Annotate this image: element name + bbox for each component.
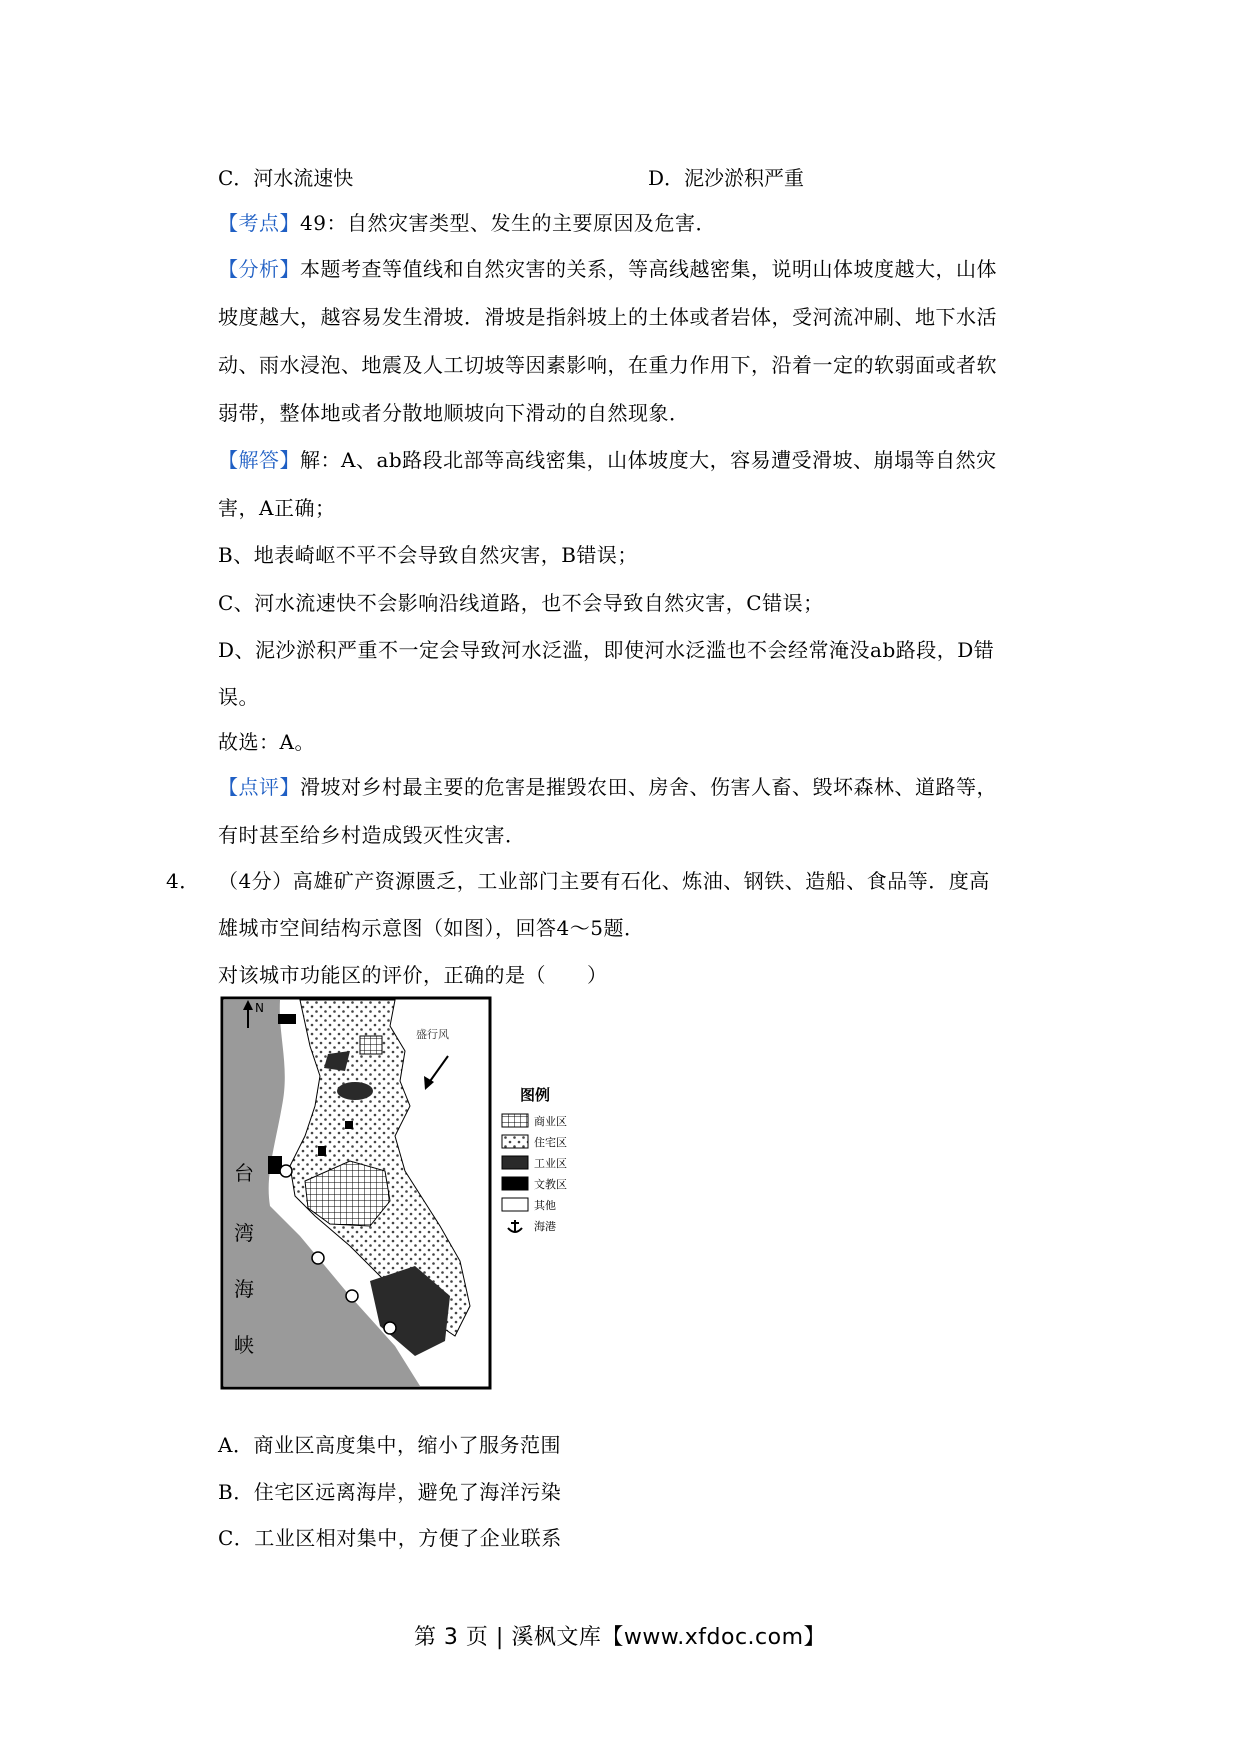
fenxi-line-1 (218, 254, 997, 284)
legend-residential: 住宅区 (534, 1136, 567, 1149)
fenxi-line-2: 坡度越大，越容易发生滑坡．滑坡是指斜坡上的土体或者岩体，受河流冲刷、地下水活 (218, 305, 997, 329)
option-d: D．泥沙淤积严重 (648, 166, 805, 190)
answer-c: C．工业区相对集中，方便了企业联系 (218, 1526, 562, 1550)
fenxi-tag: 【分析】 (218, 257, 300, 281)
q4-line-3: 对该城市功能区的评价，正确的是（ ） (218, 963, 608, 987)
jieda-line-1 (218, 445, 997, 475)
commercial-block (360, 1036, 382, 1054)
anchor-icon (508, 1220, 522, 1232)
fenxi-line-3: 动、雨水浸泡、地震及人工切坡等因素影响，在重力作用下，沿着一定的软弱面或者软 (218, 353, 997, 377)
legend-education: 文教区 (534, 1178, 567, 1191)
page-footer: 第 3 页 | 溪枫文库【www.xfdoc.com】 (413, 1625, 827, 1650)
dianping-text-1: 滑坡对乡村最主要的危害是摧毁农田、房舍、伤害人畜、毁坏森林、道路等， (300, 775, 997, 799)
kaohsiung-city-structure-map (220, 996, 590, 1396)
q4-number: 4． (166, 869, 200, 893)
answer-b: B．住宅区远离海岸，避免了海洋污染 (218, 1480, 562, 1504)
jieda-line-5: D、泥沙淤积严重不一定会导致河水泛滥，即使河水泛滥也不会经常淹没ab路段，D错 (218, 638, 995, 662)
q4-line-2: 雄城市空间结构示意图（如图），回答4～5题． (218, 916, 645, 940)
education-block-3 (318, 1146, 326, 1156)
legend-harbor: 海港 (534, 1220, 556, 1233)
fenxi-text-1: 本题考查等值线和自然灾害的关系，等高线越密集，说明山体坡度越大，山体 (300, 257, 997, 281)
industrial-area-top (337, 1082, 373, 1100)
jieda-line-2: 害，A正确； (218, 496, 336, 520)
legend-commercial: 商业区 (534, 1115, 567, 1128)
education-block-4 (345, 1121, 353, 1129)
legend-industrial: 工业区 (534, 1157, 567, 1170)
north-label: N (255, 1001, 264, 1015)
wind-label: 盛行风 (416, 1028, 449, 1041)
dianping-line-2: 有时甚至给乡村造成毁灭性灾害． (218, 823, 526, 847)
jieda-text-1: 解：A、ab路段北部等高线密集，山体坡度大，容易遭受滑坡、崩塌等自然灾 (300, 448, 997, 472)
fenxi-line-4: 弱带，整体地或者分散地顺坡向下滑动的自然现象． (218, 401, 690, 425)
legend-other: 其他 (534, 1199, 556, 1212)
q4-text-1: （4分）高雄矿产资源匮乏，工业部门主要有石化、炼油、钢铁、造船、食品等．度高 (218, 869, 990, 893)
strait-char-3: 海 (234, 1277, 254, 1301)
option-c: C．河水流速快 (218, 166, 354, 190)
dianping-line-1 (218, 772, 997, 802)
strait-char-4: 峡 (234, 1333, 254, 1357)
jieda-line-4: C、河水流速快不会影响沿线道路，也不会导致自然灾害，C错误； (218, 591, 824, 615)
kaodian-line (218, 208, 716, 238)
dianping-tag: 【点评】 (218, 775, 300, 799)
jieda-line-3: B、地表崎岖不平不会导致自然灾害，B错误； (218, 543, 638, 567)
strait-char-1: 台 (234, 1161, 254, 1185)
education-block-1 (278, 1014, 296, 1024)
strait-char-2: 湾 (234, 1221, 254, 1245)
answer-a: A．商业区高度集中，缩小了服务范围 (218, 1433, 561, 1457)
kaodian-text: 49：自然灾害类型、发生的主要原因及危害． (300, 211, 716, 235)
jieda-tag: 【解答】 (218, 448, 300, 472)
jieda-line-7: 故选：A。 (218, 730, 315, 754)
map-legend (502, 1086, 567, 1233)
jieda-line-6: 误。 (218, 685, 259, 709)
legend-title: 图例 (520, 1086, 551, 1104)
kaodian-tag: 【考点】 (218, 211, 300, 235)
q4-line-1 (166, 866, 990, 896)
